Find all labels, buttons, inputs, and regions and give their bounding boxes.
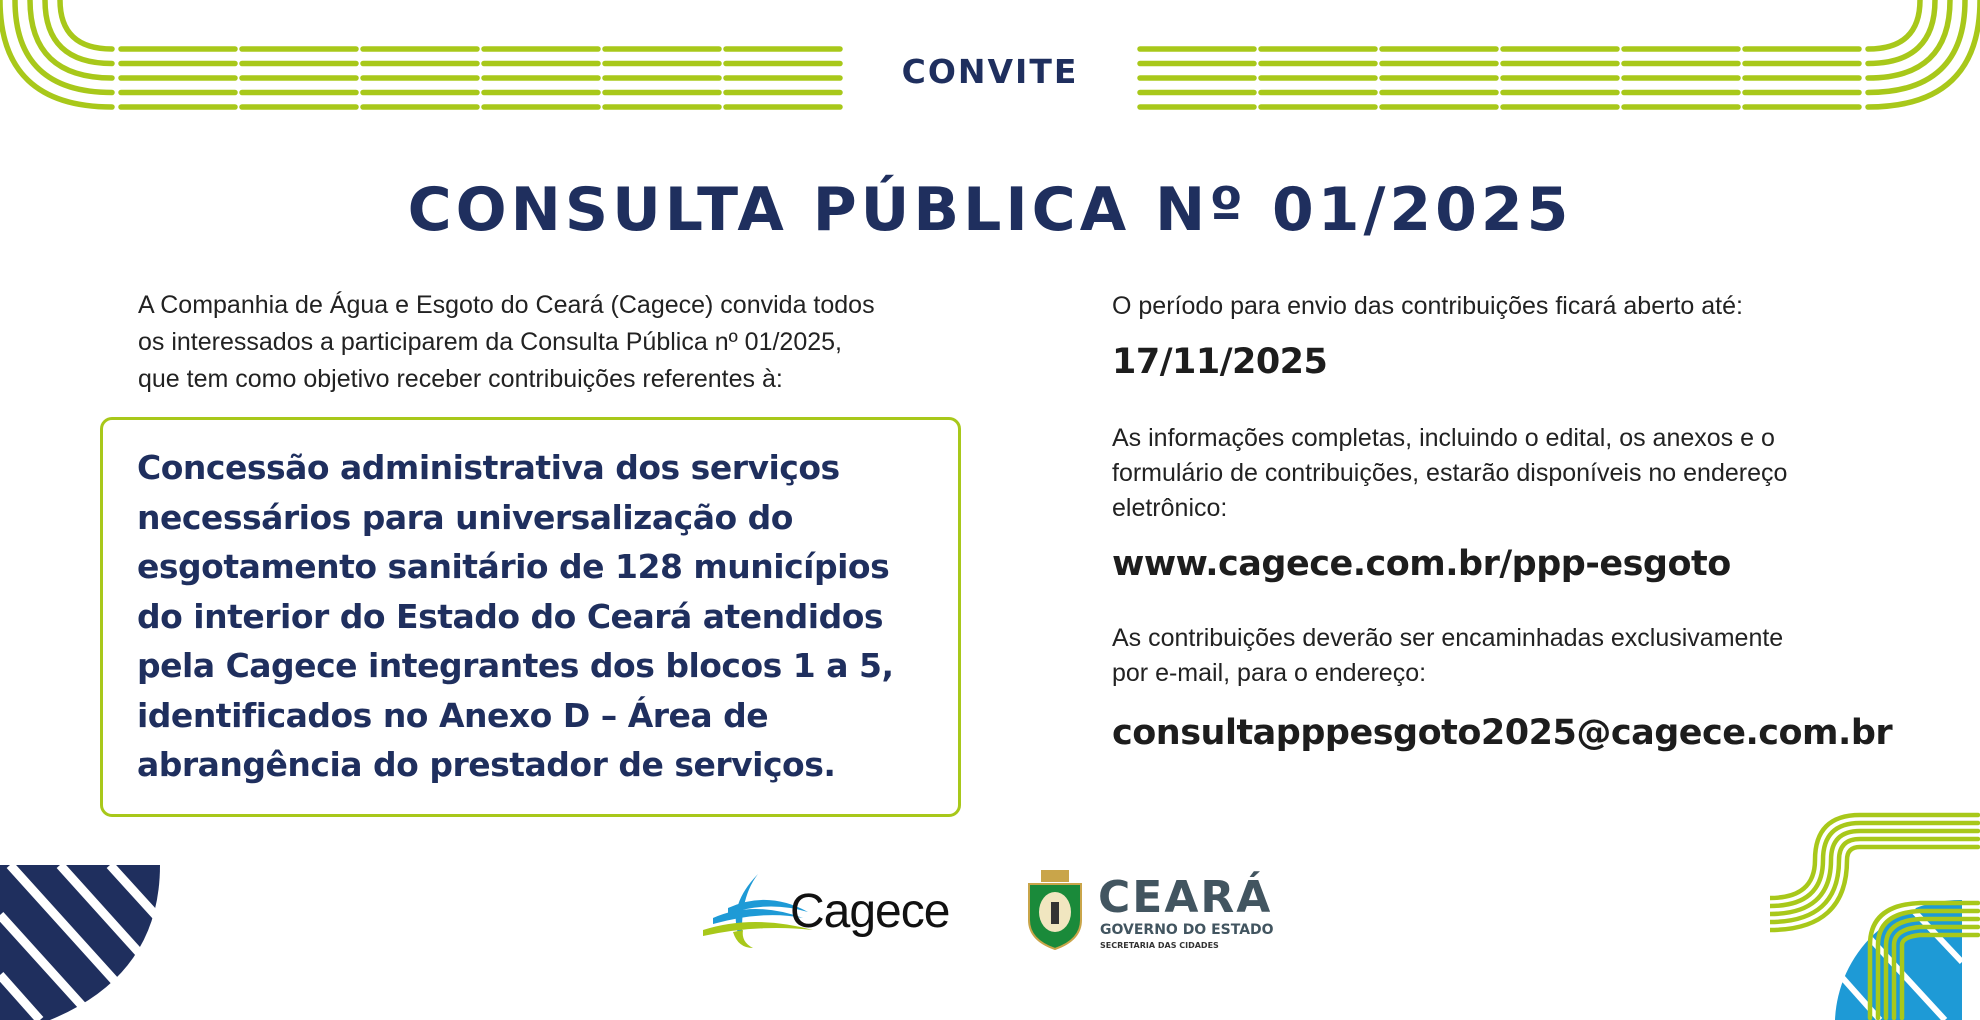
intro-line: A Companhia de Água e Esgoto do Ceará (Cagece) convida todos (138, 291, 875, 319)
highlight-line: identificados no Anexo D – Área de (137, 695, 769, 735)
intro-paragraph (138, 287, 958, 398)
intro-line: que tem como objetivo receber contribuições referentes à: (138, 365, 783, 393)
info-paragraph (1112, 421, 1912, 526)
period-text: O período para envio das contribuições ficará aberto até: (1112, 292, 1743, 320)
ceara-coat-of-arms-icon (1025, 870, 1085, 950)
cagece-logo-text: Cagece (790, 885, 950, 938)
highlight-text (137, 443, 937, 790)
ceara-logo-text: CEARÁ (1098, 872, 1273, 923)
email-instructions (1112, 621, 1912, 691)
bottom-left-striped-circle-decoration (0, 865, 170, 1020)
bottom-right-lines-decoration (1770, 795, 1980, 1020)
intro-line: os interessados a participarem da Consulta Pública nº 01/2025, (138, 328, 842, 356)
ceara-logo-department: SECRETARIA DAS CIDADES (1100, 941, 1219, 950)
highlight-line: esgotamento sanitário de 128 municípios (137, 547, 890, 586)
email-instructions-line: por e-mail, para o endereço: (1112, 659, 1427, 687)
page-title: CONSULTA PÚBLICA Nº 01/2025 (407, 175, 1573, 245)
email-instructions-line: As contribuições deverão ser encaminhadas exclusivamente (1112, 624, 1784, 652)
info-line: As informações completas, incluindo o edital, os anexos e o (1112, 424, 1775, 452)
highlight-line: abrangência do prestador de serviços. (137, 745, 836, 784)
info-line: eletrônico: (1112, 494, 1228, 522)
website-link[interactable]: www.cagece.com.br/ppp-esgoto (1112, 544, 1731, 584)
ceara-logo-subtitle: GOVERNO DO ESTADO (1100, 922, 1274, 938)
info-line: formulário de contribuições, estarão disponíveis no endereço (1112, 459, 1788, 487)
invite-label: CONVITE (901, 52, 1079, 91)
email-link[interactable]: consultapppesgoto2025@cagece.com.br (1112, 713, 1893, 753)
highlight-line: necessários para universalização do (137, 497, 793, 537)
highlight-line: pela Cagece integrantes dos blocos 1 a 5, (137, 646, 894, 685)
highlight-line: Concessão administrativa dos serviços (137, 448, 840, 487)
highlight-line: do interior do Estado do Ceará atendidos (137, 596, 884, 636)
deadline-date: 17/11/2025 (1112, 342, 1328, 382)
